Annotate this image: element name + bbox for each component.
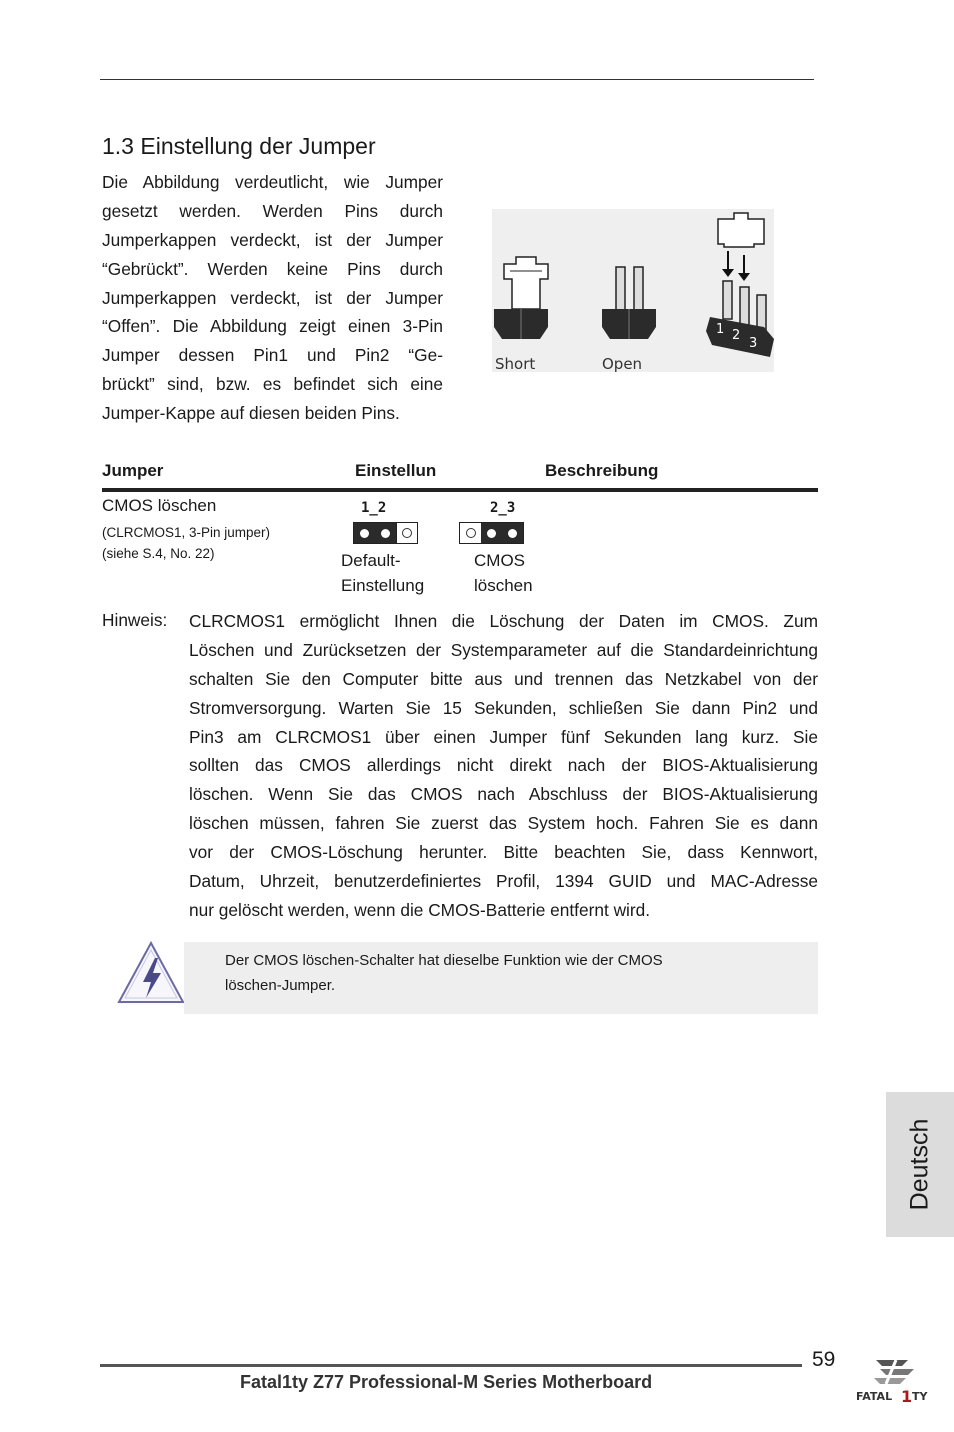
note-line: sollten das CMOS allerdings nicht direkt nach der BIOS-Aktualisierung [189, 755, 818, 776]
intro-line: Jumper-Kappe auf diesen beiden Pins. [102, 403, 400, 424]
note-line: löschen müssen, fahren Sie zuerst das System hoch. Fahren Sie es dann [189, 813, 818, 834]
intro-line: Die Abbildung verdeutlicht, wie Jumper [102, 172, 443, 192]
pin2-label: 2 [732, 328, 741, 343]
pin-1-closed-icon [354, 523, 375, 543]
intro-line: gesetzt werden. Werden Pins durch [102, 200, 443, 221]
language-tab-label: Deutsch [905, 1118, 934, 1211]
note-label: Hinweis: [102, 610, 168, 630]
row-detail-1: (CLRCMOS1, 3-Pin jumper) [102, 525, 271, 540]
fatal1ty-logo [856, 1356, 932, 1406]
setting-b-label: 2_3 [490, 500, 516, 516]
note-line: Stromversorgung. Warten Sie 15 Sekunden, schließen Sie dann Pin2 und [189, 697, 818, 718]
intro-line: brückt” sind, bzw. es befindet sich eine [102, 374, 443, 395]
page-number: 59 [812, 1348, 836, 1371]
setting-b-caption-1: CMOS [474, 551, 525, 570]
table-header-setting: Einstellun [355, 461, 437, 480]
jumper-1-2-diagram [353, 522, 418, 544]
intro-line: Jumperkappen verdeckt, ist der Jumper [102, 229, 443, 250]
table-header-jumper: Jumper [102, 461, 164, 480]
note-body [189, 607, 818, 925]
note-line: vor der CMOS-Löschung herunter. Bitte beachten Sie, dass Kennwort, [189, 842, 818, 863]
section-title: 1.3 Einstellung der Jumper [102, 133, 376, 159]
footer-title: Fatal1ty Z77 Professional-M Series Motherboard [240, 1372, 653, 1392]
pin-2-closed-icon [481, 523, 502, 543]
short-jumper-graphic [494, 257, 548, 339]
logo-text-ty: TY [912, 1390, 928, 1403]
intro-line: “Offen”. Die Abbildung zeigt einen 3-Pin [102, 316, 443, 337]
note-line: Pin3 am CLRCMOS1 über einen Jumper fünf Sekunden lang kurz. Sie [189, 726, 818, 747]
jumper-diagram-svg [492, 209, 774, 372]
warning-line-2: löschen-Jumper. [225, 977, 336, 994]
setting-b-caption-2: löschen [474, 576, 533, 595]
pin3-label: 3 [749, 336, 758, 351]
pin-2-closed-icon [375, 523, 396, 543]
note-line: CLRCMOS1 ermöglicht Ihnen die Löschung der Daten im CMOS. Zum [189, 611, 818, 631]
pin-3-closed-icon [502, 523, 523, 543]
table-header-description: Beschreibung [545, 461, 659, 480]
note-line: Löschen und Zurücksetzen der Systemparameter auf die Standardeinrichtung [189, 639, 818, 660]
warning-line-1: Der CMOS löschen-Schalter hat dieselbe Funktion wie der CMOS [225, 952, 663, 969]
pin-3-open-icon [396, 523, 417, 543]
logo-text-one: 1 [901, 1387, 913, 1406]
note-line: löschen. Wenn Sie das CMOS nach Abschluss der BIOS-Aktualisierung [189, 784, 818, 805]
warning-triangle-icon [116, 940, 186, 1006]
short-label: Short [495, 355, 536, 372]
open-label: Open [602, 355, 643, 372]
jumper-2-3-diagram [459, 522, 524, 544]
warning-text [225, 948, 663, 998]
table-header-rule [102, 488, 818, 492]
setting-a-caption-2: Einstellung [341, 576, 425, 595]
logo-text-fatal: FATAL [856, 1390, 893, 1403]
jumper-illustration [492, 209, 774, 372]
fatal1ty-logo-icon [856, 1356, 932, 1406]
pin-1-open-icon [460, 523, 481, 543]
intro-line: “Gebrückt”. Werden keine Pins durch [102, 258, 443, 279]
intro-line: Jumper dessen Pin1 und Pin2 “Ge- [102, 345, 443, 366]
row-detail-2: (siehe S.4, No. 22) [102, 546, 215, 561]
open-jumper-graphic [602, 267, 656, 339]
setting-a-label: 1_2 [361, 500, 387, 516]
top-rule [100, 79, 814, 80]
intro-line: Jumperkappen verdeckt, ist der Jumper [102, 287, 443, 308]
note-line: schalten Sie den Computer bitte aus und trennen das Netzkabel von der [189, 668, 818, 689]
row-name: CMOS löschen [102, 496, 217, 515]
note-line: nur gelöscht werden, wenn die CMOS-Batterie entfernt wird. [189, 899, 651, 920]
footer-rule [100, 1364, 802, 1367]
pin1-label: 1 [716, 322, 725, 337]
setting-a-caption-1: Default- [341, 551, 401, 570]
intro-paragraph [102, 168, 443, 428]
note-line: Datum, Uhrzeit, benutzerdefiniertes Profil, 1394 GUID und MAC-Adresse [189, 871, 818, 892]
